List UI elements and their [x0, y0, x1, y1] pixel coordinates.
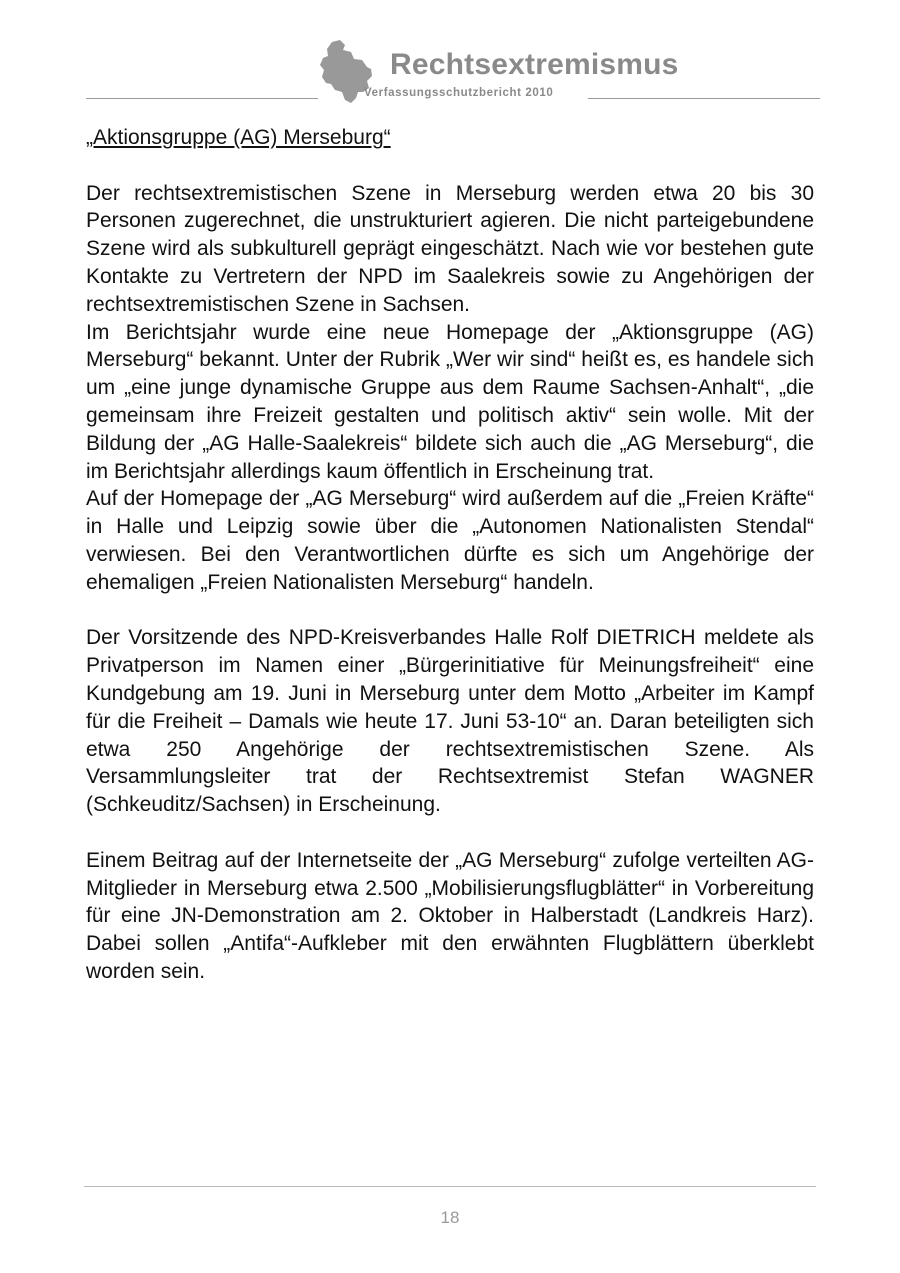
header-rule-right [588, 98, 820, 99]
section-title: „Aktionsgruppe (AG) Merseburg“ [86, 126, 391, 149]
page-header [0, 0, 900, 110]
header-subtitle: Verfassungsschutzbericht 2010 [364, 87, 554, 99]
page-number: 18 [440, 1208, 460, 1227]
paragraph-rally: Der Vorsitzende des NPD-Kreisverbandes Halle Rolf DIETRICH meldete als Privatperson im Namen einer „Bürgerinitiative für Meinungsfreiheit“ eine Kundgebung am 19. Juni in Merseburg unter dem Motto „Arbeiter im Kampf für die Freiheit – Damals wie heute 17. Juni 53-10“ an. Daran beteiligten sich etwa 250 Angehörige der rechtsextremistischen Szene. Als Versammlungsleiter trat der Rechtsextremist Stefan WAGNER (Schkeuditz/Sachsen) in Erscheinung. [86, 626, 814, 817]
header-title: Rechtsextremismus [390, 48, 679, 81]
document-body [86, 124, 814, 986]
paragraph-homepage: Im Berichtsjahr wurde eine neue Homepage der „Aktionsgruppe (AG) Merseburg“ bekannt. Unter der Rubrik „Wer wir sind“ heißt es, es handele sich um „eine junge dynamische Gruppe aus dem Raume Sachsen-Anhalt“, „die gemeinsam ihre Freizeit gestalten und politisch aktiv“ sein wolle. Mit der Bildung der „AG Halle-Saalekreis“ bildete sich auch die „AG Merseburg“, die im Berichtsjahr allerdings kaum öffentlich in Erscheinung trat. [86, 320, 814, 483]
paragraph-flyers: Einem Beitrag auf der Internetseite der „AG Merseburg“ zufolge verteilten AG-Mitglieder in Merseburg etwa 2.500 „Mobilisierungsflugblätter“ in Vorbereitung für eine JN-Demonstration am 2. Oktober in Halberstadt (Landkreis Harz). Dabei sollen „Antifa“-Aufkleber mit den erwähnten Flugblättern überklebt worden sein. [86, 848, 814, 983]
header-rule-left [86, 98, 318, 99]
paragraph-scene: Der rechtsextremistischen Szene in Merseburg werden etwa 20 bis 30 Personen zugerechnet, die unstrukturiert agieren. Die nicht parteigebundene Szene wird als subkulturell geprägt eingeschätzt. Nach wie vor bestehen gute Kontakte zu Vertretern der NPD im Saalekreis sowie zu Angehörigen der rechtsextremistischen Szene in Sachsen. [86, 181, 814, 316]
spacer [86, 819, 814, 847]
spacer [86, 152, 814, 180]
footer-rule [84, 1186, 816, 1187]
paragraph-free-forces: Auf der Homepage der „AG Merseburg“ wird außerdem auf die „Freien Kräfte“ in Halle und Leipzig sowie über die „Autonomen Nationalisten Stendal“ verwiesen. Bei den Verantwortlichen dürfte es sich um Angehörige der ehemaligen „Freien Nationalisten Merseburg“ handeln. [86, 487, 814, 594]
spacer [86, 597, 814, 625]
